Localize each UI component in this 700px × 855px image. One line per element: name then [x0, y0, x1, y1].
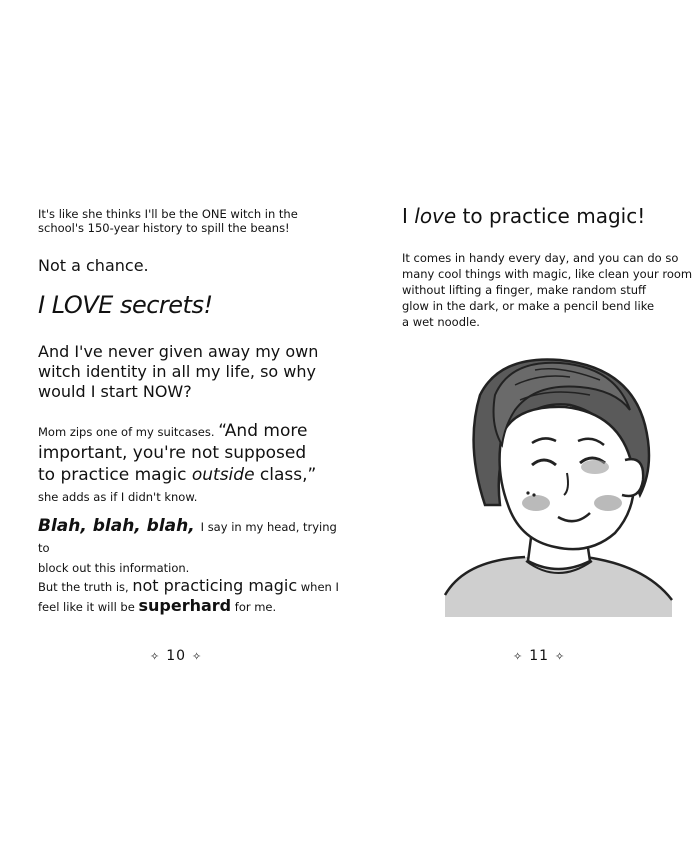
freckle — [532, 493, 535, 496]
text-line: I say in my head, trying to — [38, 520, 337, 556]
text-line: school's 150-year history to spill the beans! — [38, 221, 290, 236]
text-line: a wet noodle. — [402, 315, 480, 330]
emphasis-text: love — [414, 204, 457, 228]
sparkle-icon: ✧ — [192, 650, 203, 663]
text-line: many cool things with magic, like clean your room — [402, 267, 693, 282]
left-paragraph-4 — [38, 342, 318, 402]
left-paragraph-6 — [38, 516, 350, 577]
sparkle-icon: ✧ — [150, 650, 161, 663]
text-line: when I — [297, 580, 339, 594]
text-line: feel like it will be — [38, 600, 139, 614]
text-line: important, you're not supposed — [38, 442, 307, 463]
emphasis-text: Blah, blah, blah, — [38, 516, 201, 536]
text-line: to practice magic — [38, 464, 192, 485]
text-line: Mom zips one of my suitcases. — [38, 425, 219, 439]
cheek-left — [522, 495, 550, 511]
text-line: witch identity in all my life, so why — [38, 362, 316, 381]
text-line: “And more — [218, 421, 308, 441]
text-line: without lifting a finger, make random stuff — [402, 283, 646, 298]
emphasis-text: outside — [191, 464, 255, 485]
text-line: It comes in handy every day, and you can do so — [402, 251, 679, 265]
freckle — [526, 491, 529, 494]
text-line: I — [402, 204, 415, 228]
sparkle-icon: ✧ — [555, 650, 566, 663]
right-page — [350, 0, 700, 855]
text-line: glow in the dark, or make a pencil bend like — [402, 299, 655, 314]
cheek-right — [594, 495, 622, 511]
emphasis-text: not practicing magic — [132, 576, 298, 595]
text-line: And I've never given away my own — [38, 342, 319, 361]
left-paragraph-5 — [38, 421, 316, 507]
sparkle-icon: ✧ — [513, 650, 524, 663]
text-line: It's like she thinks I'll be the ONE witch in the — [38, 207, 298, 221]
text-line: she adds as if I didn't know. — [38, 490, 198, 505]
girl-illustration — [440, 355, 680, 620]
eye-shadow — [581, 460, 609, 474]
text-line: would I start NOW? — [38, 382, 192, 401]
emphasis-text: superhard — [138, 596, 232, 615]
left-paragraph-7 — [38, 576, 339, 616]
left-heading-secrets: I LOVE secrets! — [38, 291, 213, 319]
text-line: class,” — [254, 464, 317, 485]
right-paragraph-1 — [402, 250, 692, 330]
text-line: to practice magic! — [456, 204, 646, 228]
page-number-text: 10 — [166, 648, 187, 664]
left-paragraph-2: Not a chance. — [38, 256, 149, 275]
left-paragraph-1 — [38, 207, 298, 236]
page-number-text: 11 — [529, 648, 550, 664]
page-number-left — [144, 648, 208, 664]
text-line: But the truth is, — [38, 580, 133, 594]
page-number-right — [507, 648, 571, 664]
right-heading — [402, 204, 645, 229]
text-line: block out this information. — [38, 561, 190, 576]
text-line: for me. — [231, 600, 277, 614]
ear-shape — [622, 459, 643, 496]
